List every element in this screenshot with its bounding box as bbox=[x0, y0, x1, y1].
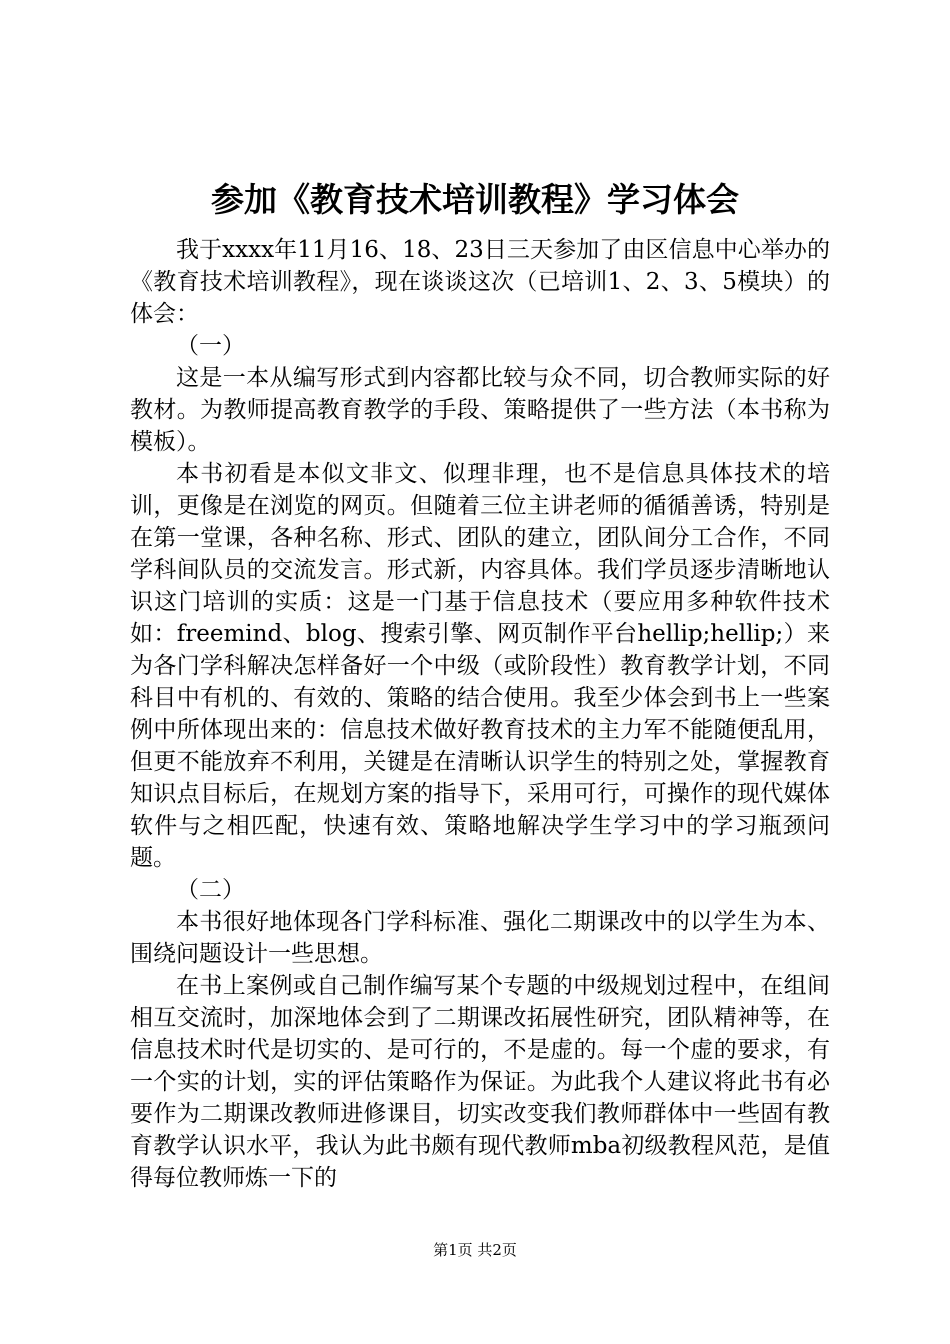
page-number-footer: 第1页 共2页 bbox=[433, 1241, 517, 1259]
paragraph: 本书初看是本似文非文、似理非理，也不是信息具体技术的培训，更像是在浏览的网页。但随着三位主讲老师的循循善诱，特别是在第一堂课，各种名称、形式、团队的建立，团队间分工合作，不同学科间队员的交流发言。形式新，内容具体。我们学员逐步清晰地认识这门培训的实质：这是一门基于信息技术（要应用多种软件技术如：freemind、blog、搜索引擎、网页制作平台hellip;hellip;）来为各门学科解决怎样备好一个中级（或阶段性）教育教学计划，不同科目中有机的、有效的、策略的结合使用。我至少体会到书上一些案例中所体现出来的：信息技术做好教育技术的主力军不能随便乱用，但更不能放弃不利用，关键是在清晰认识学生的特别之处，掌握教育知识点目标后，在规划方案的指导下，采用可行，可操作的现代媒体软件与之相匹配，快速有效、策略地解决学生学习中的学习瓶颈问题。 bbox=[130, 461, 830, 871]
paragraph: 本书很好地体现各门学科标准、强化二期课改中的以学生为本、围绕问题设计一些思想。 bbox=[130, 909, 830, 967]
paragraph: 这是一本从编写形式到内容都比较与众不同，切合教师实际的好教材。为教师提高教育教学的手段、策略提供了一些方法（本书称为模板）。 bbox=[130, 365, 830, 455]
section-heading-two: （二） bbox=[176, 877, 245, 903]
document-title: 参加《教育技术培训教程》学习体会 bbox=[211, 180, 739, 219]
section-heading-one: （一） bbox=[176, 333, 245, 359]
document-body bbox=[130, 234, 830, 1194]
paragraph: 在书上案例或自己制作编写某个专题的中级规划过程中，在组间相互交流时，加深地体会到了二期课改拓展性研究，团队精神等，在信息技术时代是切实的、是可行的，不是虚的。每一个虚的要求，有一个实的计划，实的评估策略作为保证。为此我个人建议将此书有必要作为二期课改教师进修课目，切实改变我们教师群体中一些固有教育教学认识水平，我认为此书颇有现代教师mba初级教程风范，是值得每位教师炼一下的 bbox=[130, 973, 830, 1191]
paragraph-intro: 我于xxxx年11月16、18、23日三天参加了由区信息中心举办的《教育技术培训教程》，现在谈谈这次（已培训1、2、3、5模块）的体会： bbox=[130, 237, 830, 327]
